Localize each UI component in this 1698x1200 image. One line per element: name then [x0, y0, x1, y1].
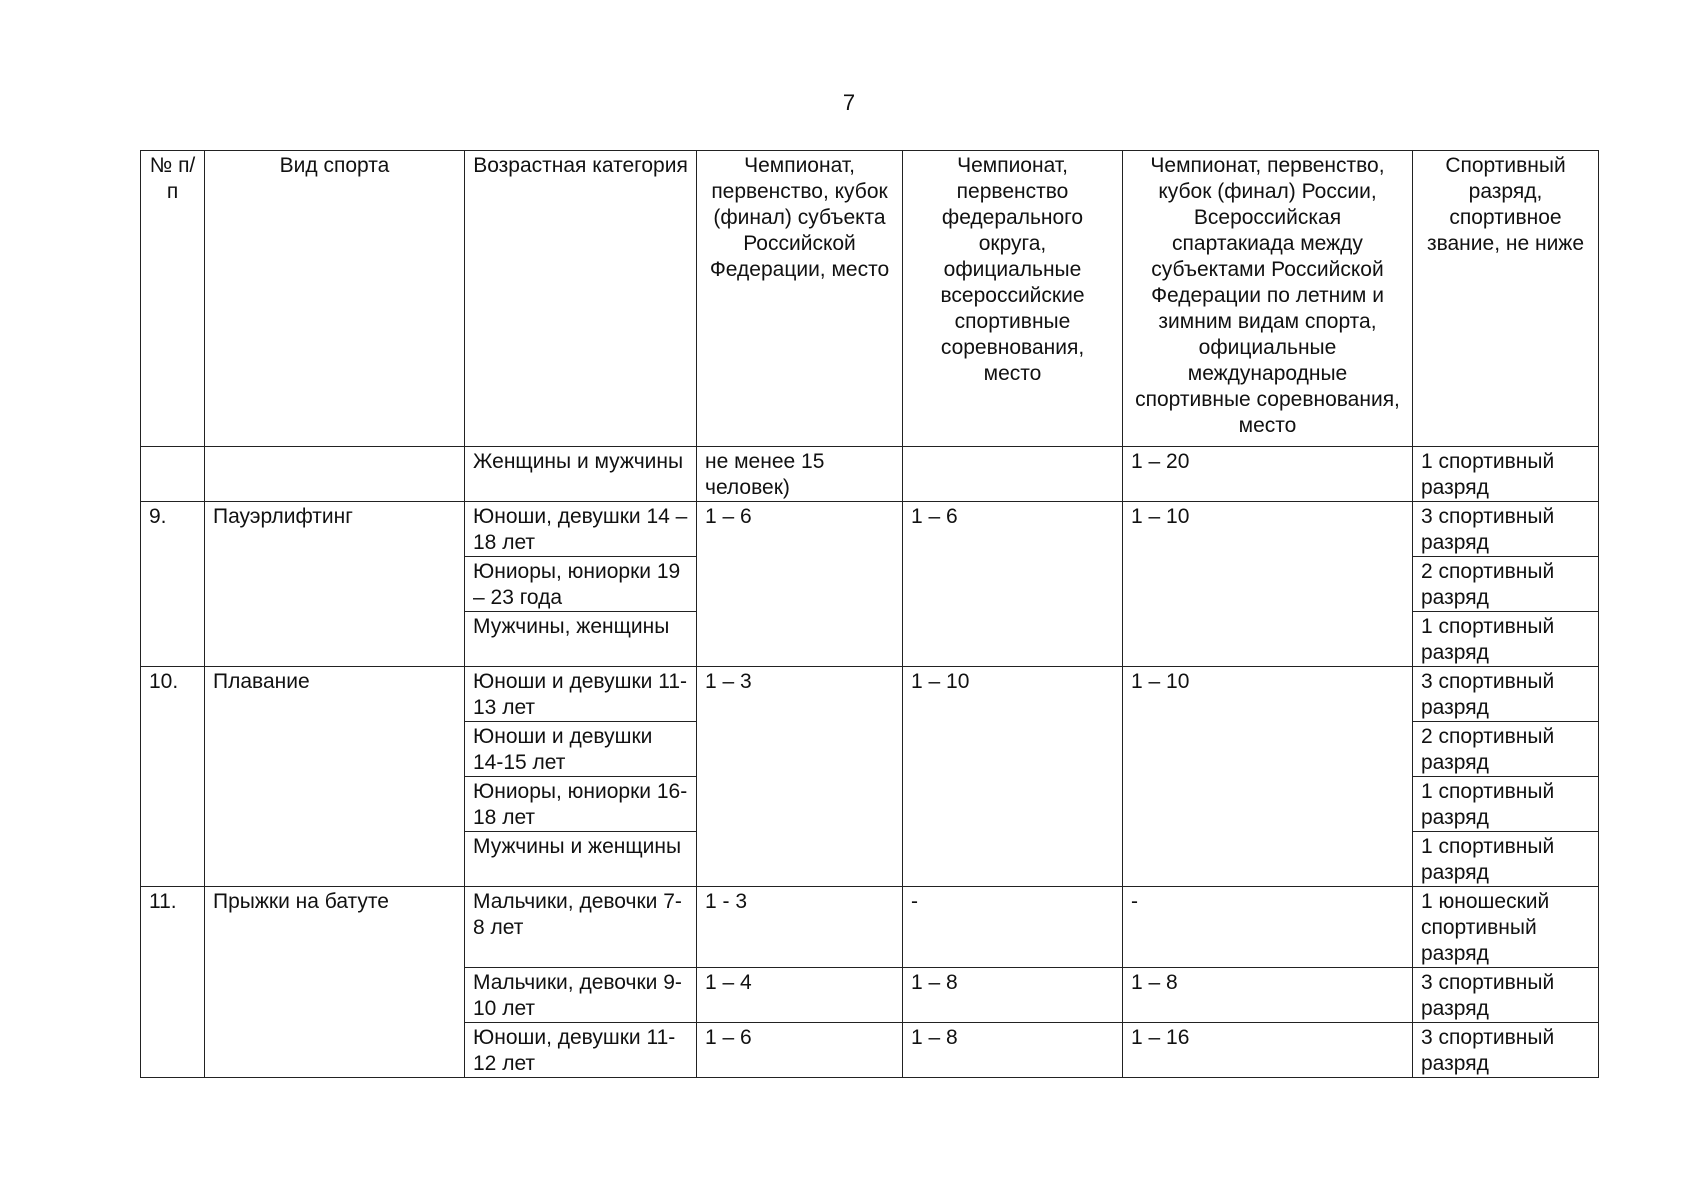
- rank-cell: 2 спортивный разряд: [1413, 722, 1599, 777]
- table-row: [141, 447, 1599, 502]
- russia-cell: 1 – 10: [1123, 667, 1413, 887]
- russia-cell: 1 – 8: [1123, 968, 1413, 1023]
- table-row: [141, 667, 1599, 722]
- age-cell: Юноши и девушки 11-13 лет: [465, 667, 697, 722]
- sport-cell: [205, 447, 465, 502]
- age-cell: Женщины и мужчины: [465, 447, 697, 502]
- age-cell: Мужчины, женщины: [465, 612, 697, 667]
- num-cell: 11.: [141, 887, 205, 1078]
- header-federal-district: Чемпионат, первенство федерального округа, официальные всероссийские спортивные соревнования, место: [903, 151, 1123, 447]
- sports-table: [140, 150, 1599, 1078]
- header-regional: Чемпионат, первенство, кубок (финал) субъекта Российской Федерации, место: [697, 151, 903, 447]
- age-cell: Мальчики, девочки 7-8 лет: [465, 887, 697, 968]
- rank-cell: 3 спортивный разряд: [1413, 968, 1599, 1023]
- rank-cell: 2 спортивный разряд: [1413, 557, 1599, 612]
- rank-cell: 3 спортивный разряд: [1413, 502, 1599, 557]
- age-cell: Мальчики, девочки 9-10 лет: [465, 968, 697, 1023]
- header-sport: Вид спорта: [205, 151, 465, 447]
- federal-cell: 1 – 8: [903, 968, 1123, 1023]
- table-row: [141, 887, 1599, 968]
- age-cell: Юноши, девушки 11-12 лет: [465, 1023, 697, 1078]
- federal-cell: 1 – 8: [903, 1023, 1123, 1078]
- rank-cell: 3 спортивный разряд: [1413, 1023, 1599, 1078]
- sport-cell: Пауэрлифтинг: [205, 502, 465, 667]
- age-cell: Юниоры, юниорки 16-18 лет: [465, 777, 697, 832]
- russia-cell: 1 – 10: [1123, 502, 1413, 667]
- age-cell: Юноши, девушки 14 – 18 лет: [465, 502, 697, 557]
- table-row: [141, 502, 1599, 557]
- russia-cell: 1 – 20: [1123, 447, 1413, 502]
- rank-cell: 1 спортивный разряд: [1413, 832, 1599, 887]
- federal-cell: -: [903, 887, 1123, 968]
- rank-cell: 1 спортивный разряд: [1413, 612, 1599, 667]
- header-num: № п/п: [141, 151, 205, 447]
- rank-cell: 1 спортивный разряд: [1413, 447, 1599, 502]
- rank-cell: 1 юношеский спортивный разряд: [1413, 887, 1599, 968]
- rank-cell: 1 спортивный разряд: [1413, 777, 1599, 832]
- federal-cell: [903, 447, 1123, 502]
- header-age-category: Возрастная категория: [465, 151, 697, 447]
- sport-cell: Плавание: [205, 667, 465, 887]
- regional-cell: 1 – 4: [697, 968, 903, 1023]
- age-cell: Юниоры, юниорки 19 – 23 года: [465, 557, 697, 612]
- regional-cell: 1 – 3: [697, 667, 903, 887]
- federal-cell: 1 – 6: [903, 502, 1123, 667]
- num-cell: 9.: [141, 502, 205, 667]
- regional-cell: 1 - 3: [697, 887, 903, 968]
- header-russia: Чемпионат, первенство, кубок (финал) России, Всероссийская спартакиада между субъектами Российской Федерации по летним и зимним видам спорта, официальные международные спортивные соревнования, место: [1123, 151, 1413, 447]
- sport-cell: Прыжки на батуте: [205, 887, 465, 1078]
- num-cell: [141, 447, 205, 502]
- regional-cell: 1 – 6: [697, 502, 903, 667]
- regional-cell: не менее 15 человек): [697, 447, 903, 502]
- russia-cell: -: [1123, 887, 1413, 968]
- page-number: 7: [842, 90, 856, 115]
- age-cell: Юноши и девушки 14-15 лет: [465, 722, 697, 777]
- header-rank: Спортивный разряд, спортивное звание, не ниже: [1413, 151, 1599, 447]
- rank-cell: 3 спортивный разряд: [1413, 667, 1599, 722]
- num-cell: 10.: [141, 667, 205, 887]
- age-cell: Мужчины и женщины: [465, 832, 697, 887]
- regional-cell: 1 – 6: [697, 1023, 903, 1078]
- federal-cell: 1 – 10: [903, 667, 1123, 887]
- russia-cell: 1 – 16: [1123, 1023, 1413, 1078]
- table-header-row: [141, 151, 1599, 447]
